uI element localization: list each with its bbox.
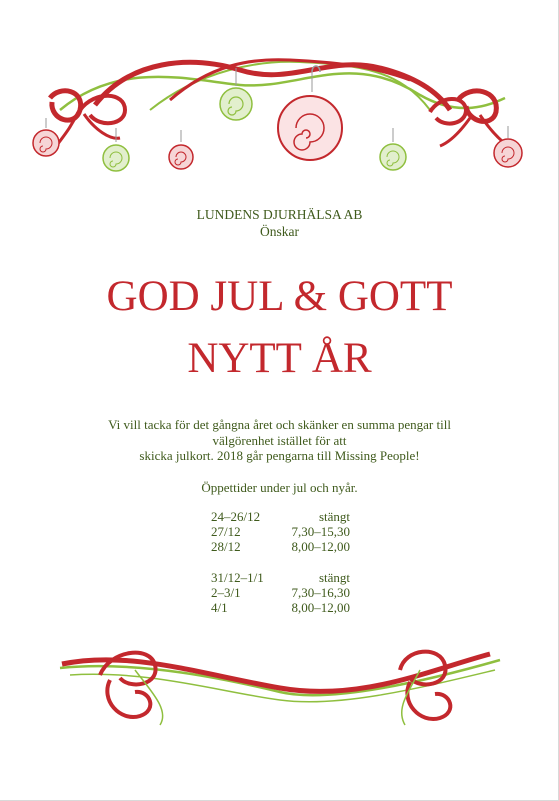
hours-row xyxy=(200,524,360,539)
headline-line-2: NYTT ÅR xyxy=(187,335,372,382)
message-paragraph xyxy=(0,417,559,464)
opening-hours-group-new-year xyxy=(200,570,360,615)
hours-row xyxy=(200,539,360,554)
hours-time: 8,00–12,00 xyxy=(291,539,350,554)
headline xyxy=(0,266,559,390)
company-block xyxy=(0,206,559,240)
top-garland-decoration xyxy=(0,0,559,190)
hours-date: 28/12 xyxy=(211,539,241,554)
hours-date: 31/12–1/1 xyxy=(211,570,264,585)
hours-time: 7,30–16,30 xyxy=(291,585,350,600)
hours-date: 2–3/1 xyxy=(211,585,241,600)
hours-time: stängt xyxy=(318,509,350,524)
message-line-1: Vi vill tacka för det gångna året och skänker en summa pengar till xyxy=(108,417,451,432)
bottom-ribbon-decoration xyxy=(0,630,559,740)
hours-date: 27/12 xyxy=(211,524,241,539)
hours-date: 4/1 xyxy=(211,600,228,615)
hours-time: 7,30–15,30 xyxy=(291,524,350,539)
message-line-3: skicka julkort. 2018 går pengarna till Missing People! xyxy=(139,448,420,463)
wishes-text: Önskar xyxy=(260,224,299,239)
opening-hours-title: Öppettider under jul och nyår. xyxy=(201,480,358,495)
opening-hours-group-christmas xyxy=(200,509,360,554)
hours-row xyxy=(200,570,360,585)
headline-line-1: GOD JUL & GOTT xyxy=(106,273,453,320)
hours-time: stängt xyxy=(318,570,350,585)
hours-row xyxy=(200,585,360,600)
hours-date: 24–26/12 xyxy=(211,509,261,524)
hours-row xyxy=(200,509,360,524)
message-line-2: välgörenhet istället för att xyxy=(212,432,347,448)
hours-row xyxy=(200,600,360,615)
company-name: LUNDENS DJURHÄLSA AB xyxy=(196,207,363,222)
hours-time: 8,00–12,00 xyxy=(291,600,350,615)
